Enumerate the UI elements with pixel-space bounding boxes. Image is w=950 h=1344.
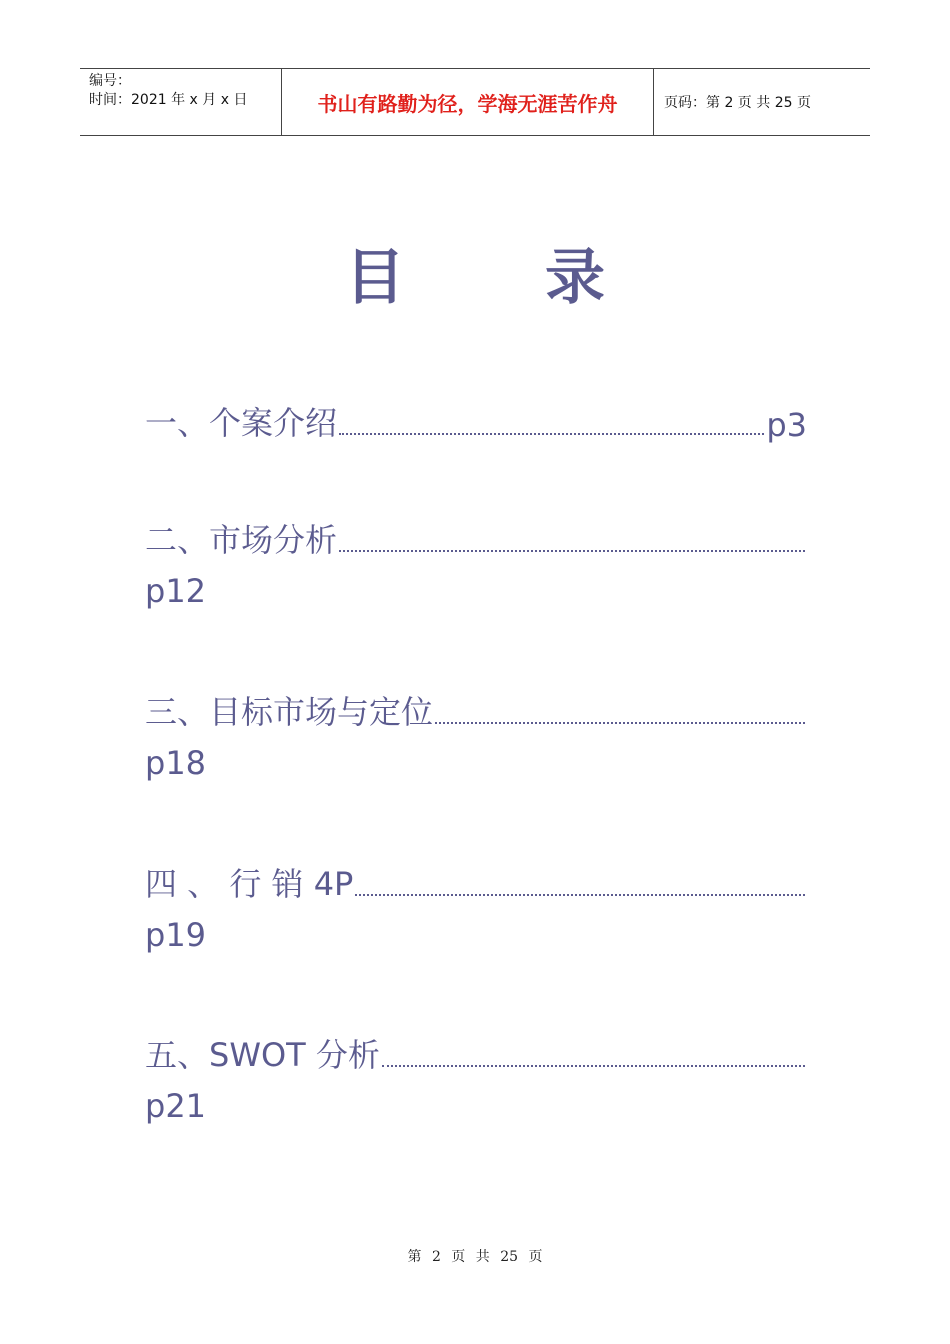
toc-entry-1[interactable] [145,400,807,444]
toc-entry-label: 四 、 行 销 4P [145,865,354,903]
header-motto: 书山有路勤为径，学海无涯苦作舟 [282,69,654,135]
page-title: 目录 [345,243,745,313]
page-header [80,68,870,136]
dot-leader [435,722,805,724]
toc-entry-label: 一、个案介绍 [145,404,338,442]
header-meta [80,69,282,135]
toc-entry-5[interactable] [145,1032,807,1128]
header-page-info: 页码：第 2 页 共 25 页 [664,95,811,111]
toc-entry-label: 二、市场分析 [145,521,338,559]
toc-entry-page: p12 [145,572,207,610]
toc-entry-4[interactable] [145,861,807,957]
toc-entry-label: 五、SWOT 分析 [145,1036,380,1074]
dot-leader [355,894,805,896]
dot-leader [339,550,805,552]
toc-entry-page: p19 [145,916,207,954]
toc-entry-page: p18 [145,744,207,782]
toc-entry-page: p3 [766,406,807,444]
toc-entry-label: 三、目标市场与定位 [145,693,434,731]
date-label: 时间：2021 年 x 月 x 日 [89,92,248,108]
toc-entry-page: p21 [145,1087,207,1125]
toc-entry-2[interactable] [145,517,807,613]
page-footer: 第 2 页 共 25 页 [407,1249,543,1265]
dot-leader [339,433,764,435]
toc-entry-3[interactable] [145,689,807,785]
number-label: 编号： [89,73,131,89]
dot-leader [382,1065,805,1067]
